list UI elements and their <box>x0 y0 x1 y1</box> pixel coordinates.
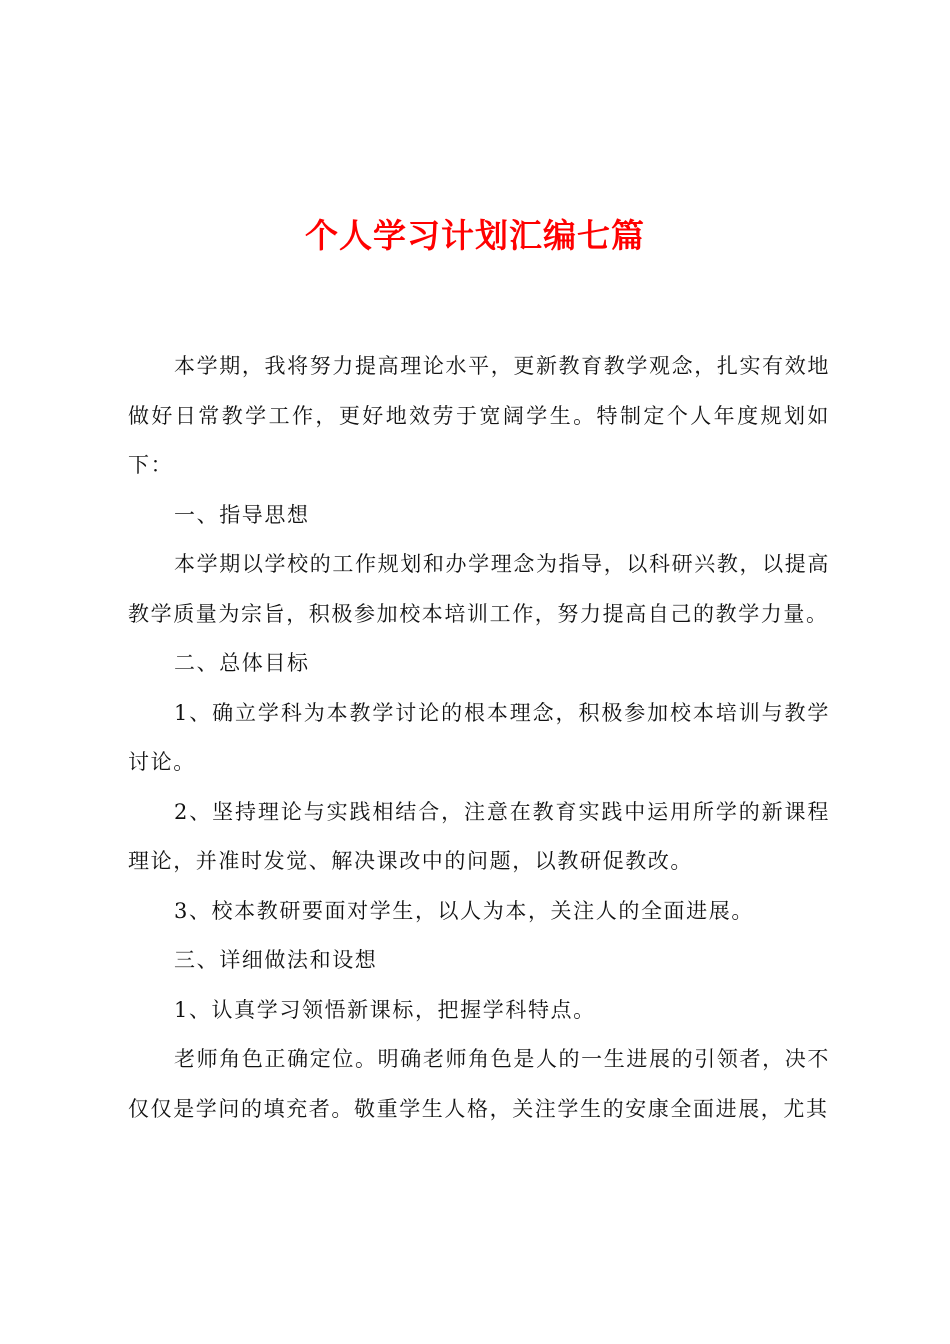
goal-item-2: 2、坚持理论与实践相结合，注意在教育实践中运用所学的新课程理论，并准时发觉、解决课改中的问题，以教研促教改。 <box>128 799 830 873</box>
goal-item-3: 3、校本教研要面对学生，以人为本，关注人的全面进展。 <box>174 898 754 923</box>
section-heading-overall-goals: 二、总体目标 <box>174 651 310 675</box>
document-body <box>128 342 830 1134</box>
document-title: 个人学习计划汇编七篇 <box>305 216 645 255</box>
section-heading-guiding-thought: 一、指导思想 <box>174 502 310 527</box>
guiding-thought-paragraph: 本学期以学校的工作规划和办学理念为指导，以科研兴教，以提高教学质量为宗旨，积极参加校本培训工作，努力提高自己的教学力量。 <box>128 552 830 626</box>
section-heading-detailed-methods: 三、详细做法和设想 <box>174 948 378 972</box>
goal-item-1: 1、确立学科为本教学讨论的根本理念，积极参加校本培训与教学讨论。 <box>128 700 830 774</box>
intro-paragraph: 本学期，我将努力提高理论水平，更新教育教学观念，扎实有效地做好日常教学工作，更好地效劳于宽阔学生。特制定个人年度规划如下： <box>128 354 830 477</box>
method-item-1: 1、认真学习领悟新课标，把握学科特点。 <box>174 997 596 1022</box>
teacher-role-paragraph: 老师角色正确定位。明确老师角色是人的一生进展的引领者，决不仅仅是学问的填充者。敬重学生人格，关注学生的安康全面进展，尤其 <box>128 1047 830 1121</box>
